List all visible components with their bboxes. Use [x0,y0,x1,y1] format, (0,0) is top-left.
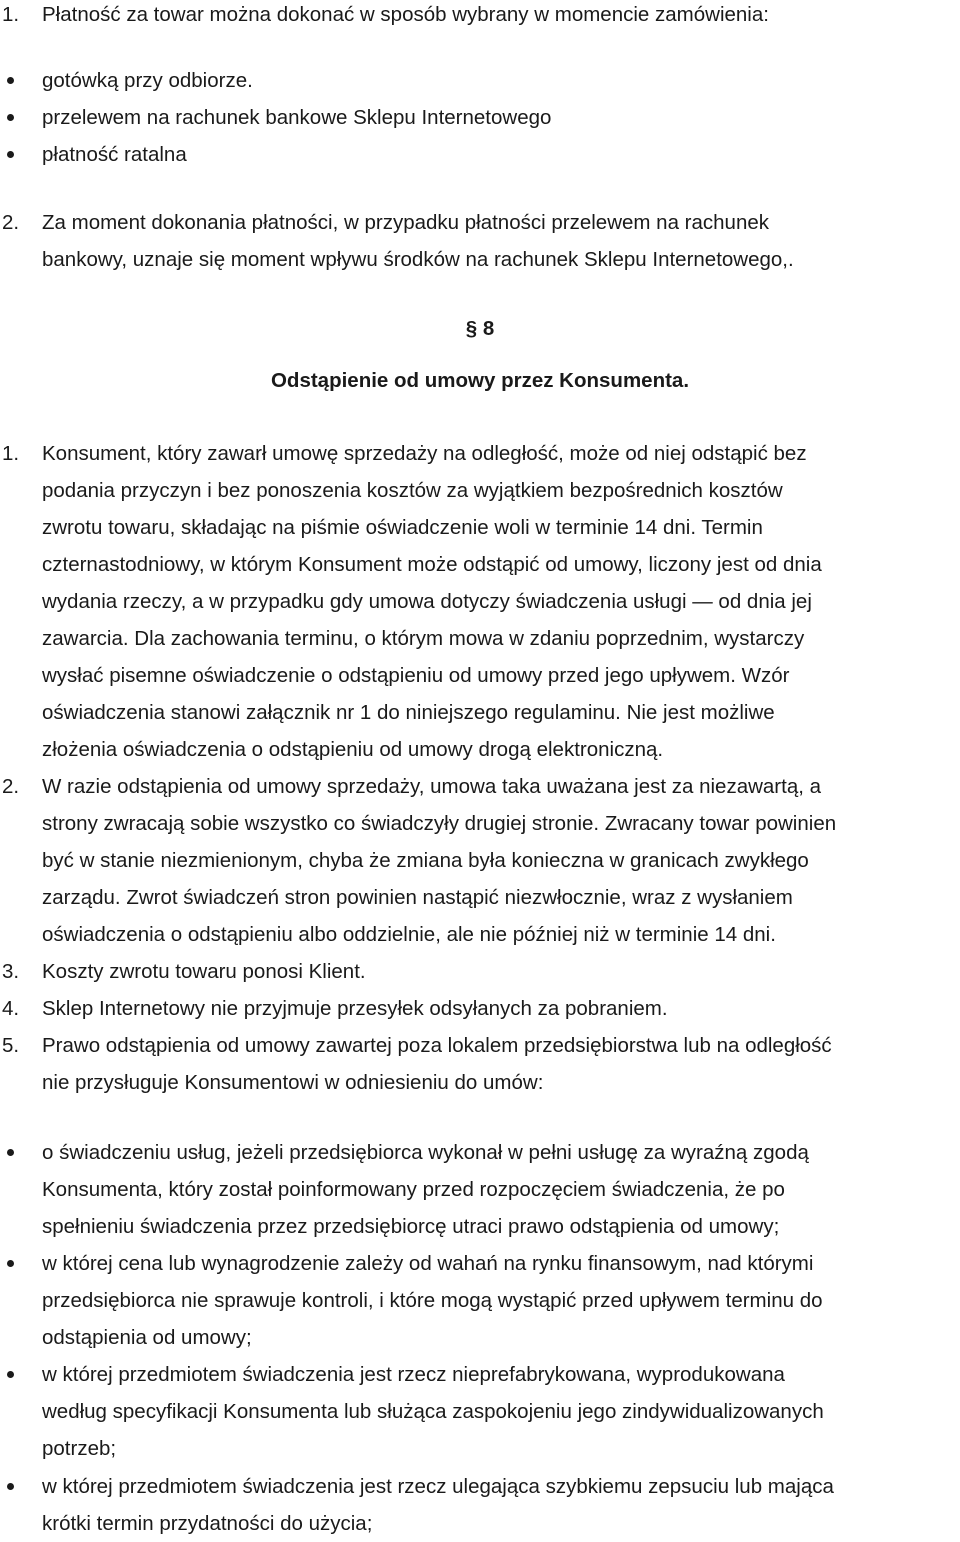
text-line: zwrotu towaru, składając na piśmie oświadczenie woli w terminie 14 dni. Termin [42,516,763,539]
text-line: strony zwracają sobie wszystko co świadczyły drugiej stronie. Zwracany towar powinien [42,812,837,835]
item-number: 1. [2,442,20,465]
text-line: spełnieniu świadczenia przez przedsiębiorcę utraci prawo odstąpienia od umowy; [42,1215,780,1238]
text-line: Konsument, który zawarł umowę sprzedaży na odległość, może od niej odstąpić bez [42,442,807,465]
item-text [42,1027,960,1101]
bullet-text: gotówką przy odbiorze. [42,69,253,92]
text-line: Prawo odstąpienia od umowy zawartej poza lokalem przedsiębiorstwa lub na odległość [42,1034,832,1057]
text-line: Koszty zwrotu towaru ponosi Klient. [42,960,366,983]
text-line: w której cena lub wynagrodzenie zależy od wahań na rynku finansowym, nad którymi [42,1252,814,1275]
section-symbol: § 8 [465,317,495,340]
item-number: 3. [2,960,20,983]
text-line: Sklep Internetowy nie przyjmuje przesyłek odsyłanych za pobraniem. [42,997,668,1020]
text-line: wydania rzeczy, a w przypadku gdy umowa dotyczy świadczenia usługi — od dnia jej [42,590,812,613]
text-line: w której przedmiotem świadczenia jest rzecz ulegająca szybkiemu zepsuciu lub mająca [42,1475,834,1498]
text-line: zarządu. Zwrot świadczeń stron powinien nastąpić niezwłocznie, wraz z wysłaniem [42,886,793,909]
item-number: 1. [2,3,20,26]
bullet-icon [7,1149,14,1156]
text-line: być w stanie niezmienionym, chyba że zmiana była konieczna w granicach zwykłego [42,849,809,872]
bullet-icon [7,1371,14,1378]
item-text [42,990,960,1027]
bullet-icon [7,77,14,84]
item-text: Płatność za towar można dokonać w sposób wybrany w momencie zamówienia: [42,3,769,26]
bullet-icon [7,1483,14,1490]
bullet-icon [7,1260,14,1267]
item-text [42,204,960,278]
text-line: o świadczeniu usług, jeżeli przedsiębiorca wykonał w pełni usługę za wyraźną zgodą [42,1141,809,1164]
text-line: przedsiębiorca nie sprawuje kontroli, i które mogą wystąpić przed upływem terminu do [42,1289,823,1312]
item-text [42,953,960,990]
section-title: Odstąpienie od umowy przez Konsumenta. [270,369,690,392]
text-line: czternastodniowy, w którym Konsument może odstąpić od umowy, liczony jest od dnia [42,553,822,576]
text-line: oświadczenia o odstąpieniu albo oddzielnie, ale nie później niż w terminie 14 dni. [42,923,776,946]
text-line: bankowy, uznaje się moment wpływu środków na rachunek Sklepu Internetowego,. [42,248,794,271]
text-line: oświadczenia stanowi załącznik nr 1 do niniejszego regulaminu. Nie jest możliwe [42,701,775,724]
text-line: nie przysługuje Konsumentowi w odniesieniu do umów: [42,1071,544,1094]
text-line: w której przedmiotem świadczenia jest rzecz nieprefabrykowana, wyprodukowana [42,1363,785,1386]
bullet-text: płatność ratalna [42,143,187,166]
bullet-text [42,1134,960,1245]
text-line: złożenia oświadczenia o odstąpieniu od umowy drogą elektroniczną. [42,738,664,761]
text-line: potrzeb; [42,1437,117,1460]
text-line: według specyfikacji Konsumenta lub służąca zaspokojeniu jego zindywidualizowanych [42,1400,824,1423]
text-line: zawarcia. Dla zachowania terminu, o którym mowa w zdaniu poprzednim, wystarczy [42,627,805,650]
bullet-text: przelewem na rachunek bankowe Sklepu Internetowego [42,106,552,129]
item-number: 2. [2,211,20,234]
item-number: 5. [2,1034,20,1057]
item-number: 4. [2,997,20,1020]
bullet-text [42,1356,960,1467]
text-line: W razie odstąpienia od umowy sprzedaży, umowa taka uważana jest za niezawartą, a [42,775,822,798]
text-line: Za moment dokonania płatności, w przypadku płatności przelewem na rachunek [42,211,769,234]
item-text [42,768,960,953]
text-line: podania przyczyn i bez ponoszenia kosztów za wyjątkiem bezpośrednich kosztów [42,479,783,502]
bullet-icon [7,114,14,121]
bullet-icon [7,151,14,158]
item-text [42,435,960,768]
text-line: odstąpienia od umowy; [42,1326,252,1349]
bullet-text [42,1245,960,1356]
item-number: 2. [2,775,20,798]
text-line: Konsumenta, który został poinformowany przed rozpoczęciem świadczenia, że po [42,1178,785,1201]
text-line: wysłać pisemne oświadczenie o odstąpieniu od umowy przed jego upływem. Wzór [42,664,790,687]
bullet-text [42,1468,960,1542]
text-line: krótki termin przydatności do użycia; [42,1512,373,1535]
